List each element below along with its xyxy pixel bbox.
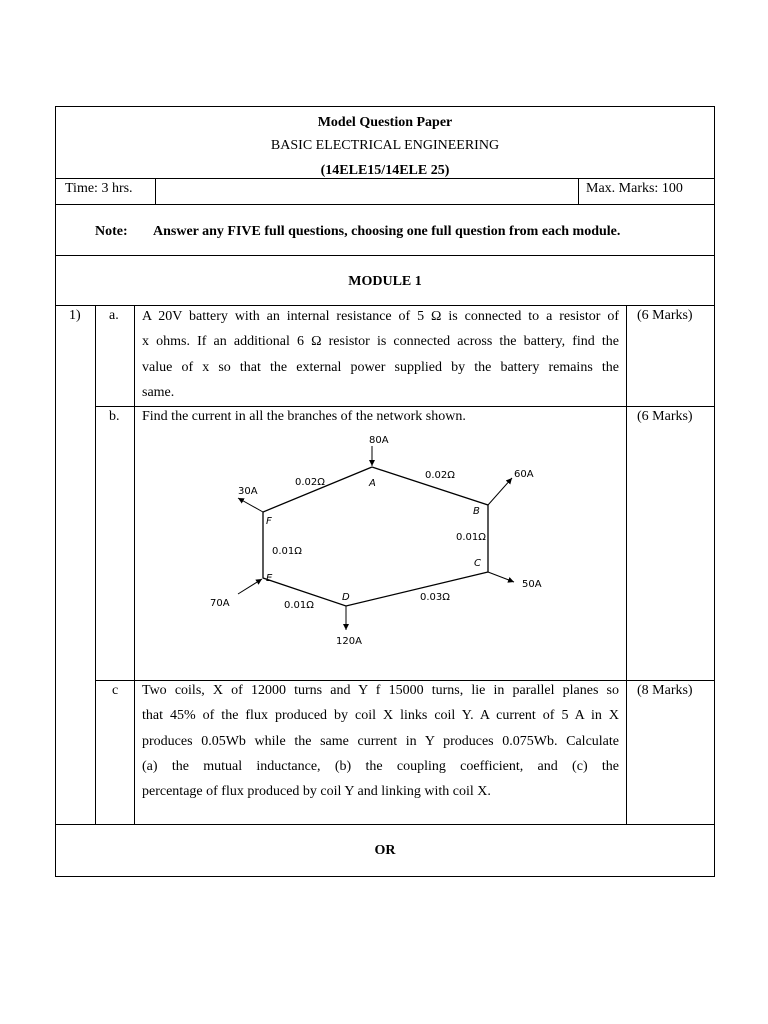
- part-c-line: produces 0.05Wb while the same current in Y produces 0.075Wb. Calculate: [142, 733, 619, 749]
- resistor-label-bc: 0.01Ω: [456, 532, 486, 543]
- part-a-marks: (6 Marks): [637, 308, 693, 323]
- note-label: Note:: [95, 224, 128, 239]
- part-c-line: Two coils, X of 12000 turns and Y f 15000 turns, lie in parallel planes so: [142, 683, 619, 698]
- current-arrow-e: [238, 579, 262, 594]
- part-b-label: b.: [109, 409, 120, 424]
- max-marks: Max. Marks: 100: [586, 181, 683, 196]
- part-a-line: value of x so that the external power supplied by the battery remains the: [142, 359, 619, 375]
- note-text: Answer any FIVE full questions, choosing one full question from each module.: [153, 224, 621, 239]
- part-a-label: a.: [109, 308, 119, 323]
- resistor-label-fa: 0.02Ω: [295, 477, 325, 488]
- part-b-marks: (6 Marks): [637, 409, 693, 424]
- question-number: 1): [69, 308, 81, 323]
- time-allowed: Time: 3 hrs.: [65, 181, 133, 196]
- paper-subject: BASIC ELECTRICAL ENGINEERING: [270, 138, 500, 153]
- current-arrow-c: [488, 572, 514, 582]
- resistor-label-cd: 0.03Ω: [420, 592, 450, 603]
- current-arrow-f: [238, 498, 263, 512]
- current-label-b: 60A: [514, 469, 534, 480]
- node-label-c: C: [474, 558, 481, 569]
- current-label-f: 30A: [238, 486, 258, 497]
- part-a-line: x ohms. If an additional 6 Ω resistor is connected across the battery, find the: [142, 334, 619, 350]
- part-a-line: same.: [142, 384, 175, 400]
- node-label-d: D: [342, 592, 350, 603]
- node-label-e: E: [266, 573, 273, 584]
- part-b-text: Find the current in all the branches of the network shown.: [142, 409, 466, 424]
- or-separator: OR: [374, 843, 396, 858]
- part-c-line: (a) the mutual inductance, (b) the coupling coefficient, and (c) the: [142, 758, 619, 774]
- paper-title: Model Question Paper: [317, 115, 453, 130]
- current-arrow-b: [488, 478, 512, 505]
- current-label-a: 80A: [369, 435, 389, 446]
- node-label-f: F: [266, 516, 272, 527]
- part-c-text: [142, 678, 619, 804]
- part-a-line: A 20V battery with an internal resistance of 5 Ω is connected to a resistor of: [142, 309, 619, 324]
- module-title: MODULE 1: [348, 274, 422, 289]
- part-c-label: c: [112, 683, 119, 698]
- part-c-line: that 45% of the flux produced by coil X links coil Y. A current of 5 A in X: [142, 708, 619, 724]
- current-label-d: 120A: [336, 636, 362, 647]
- resistor-label-ef: 0.01Ω: [272, 546, 302, 557]
- part-c-line: percentage of flux produced by coil Y and linking with coil X.: [142, 784, 491, 800]
- paper-code: (14ELE15/14ELE 25): [320, 163, 450, 178]
- node-label-a: A: [369, 478, 376, 489]
- resistor-label-de: 0.01Ω: [284, 600, 314, 611]
- current-label-e: 70A: [210, 598, 230, 609]
- part-c-marks: (8 Marks): [637, 683, 693, 698]
- current-label-c: 50A: [522, 579, 542, 590]
- resistor-label-ab: 0.02Ω: [425, 470, 455, 481]
- node-label-b: B: [473, 506, 480, 517]
